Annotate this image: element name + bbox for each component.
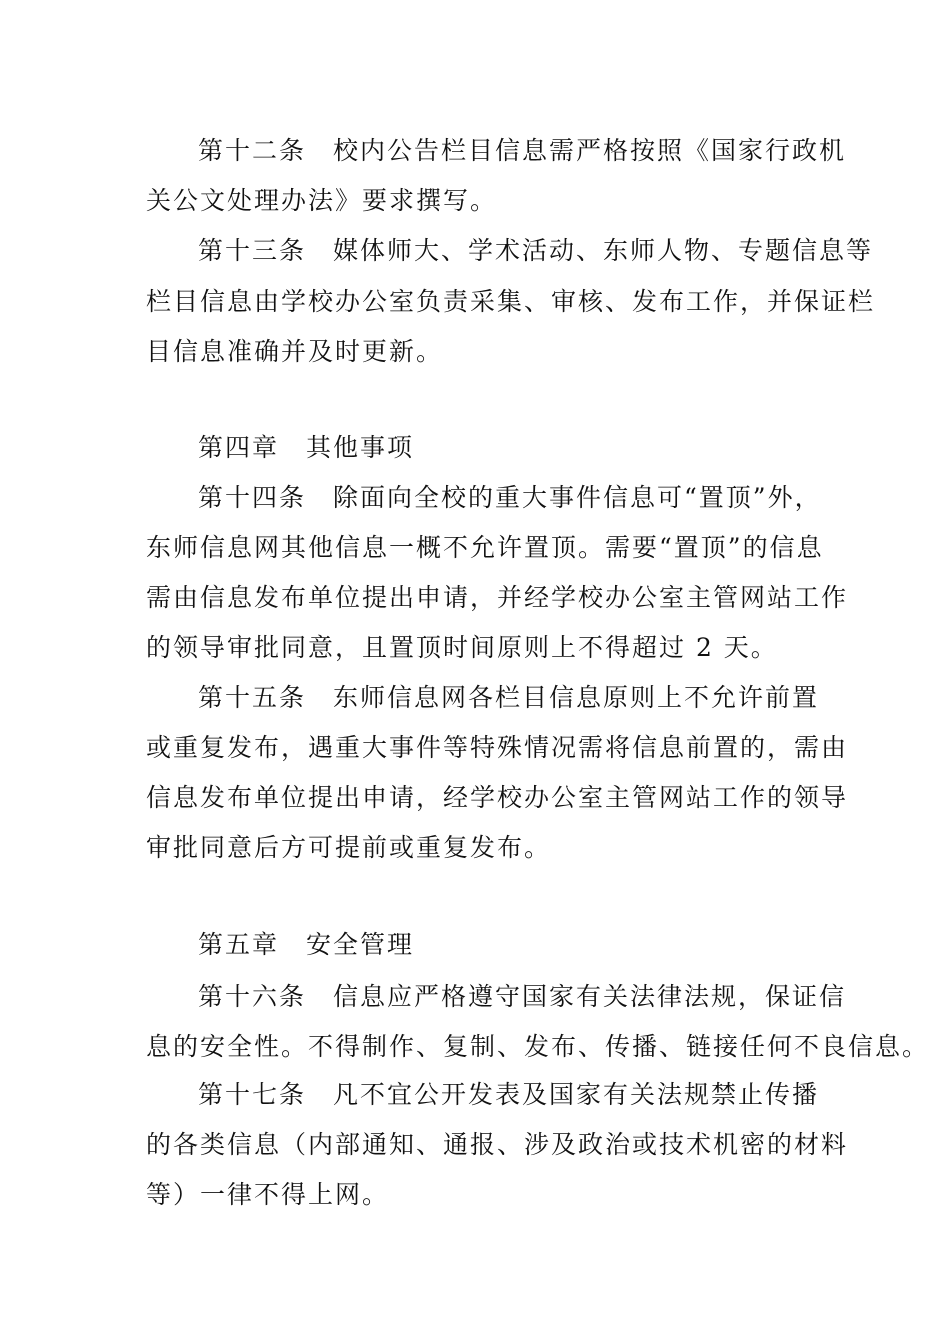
article-14-line-3: 需由信息发布单位提出申请，并经学校办公室主管网站工作 bbox=[146, 583, 849, 612]
article-16-line-2: 息的安全性。不得制作、复制、发布、传播、链接任何不良信息。 bbox=[146, 1032, 930, 1061]
article-15-line-3: 信息发布单位提出申请，经学校办公室主管网站工作的领导 bbox=[146, 783, 849, 812]
article-13-line-3: 目信息准确并及时更新。 bbox=[146, 337, 444, 366]
article-15-line-1: 第十五条 东师信息网各栏目信息原则上不允许前置 bbox=[198, 683, 820, 712]
article-16-line-1: 第十六条 信息应严格遵守国家有关法律法规，保证信 bbox=[198, 982, 847, 1011]
article-13-line-1: 第十三条 媒体师大、学术活动、东师人物、专题信息等 bbox=[198, 236, 874, 265]
article-17-line-3: 等）一律不得上网。 bbox=[146, 1180, 390, 1209]
article-12-line-2: 关公文处理办法》要求撰写。 bbox=[146, 186, 498, 215]
chapter-5-heading: 第五章 安全管理 bbox=[198, 930, 415, 959]
article-15-line-2: 或重复发布，遇重大事件等特殊情况需将信息前置的，需由 bbox=[146, 733, 849, 762]
article-14-line-1: 第十四条 除面向全校的重大事件信息可“置顶”外， bbox=[198, 483, 822, 512]
article-13-line-2: 栏目信息由学校办公室负责采集、审核、发布工作，并保证栏 bbox=[146, 287, 876, 316]
article-14-line-2: 东师信息网其他信息一概不允许置顶。需要“置顶”的信息 bbox=[146, 533, 824, 562]
article-15-line-4: 审批同意后方可提前或重复发布。 bbox=[146, 833, 552, 862]
chapter-4-heading: 第四章 其他事项 bbox=[198, 433, 415, 462]
article-17-line-2: 的各类信息（内部通知、通报、涉及政治或技术机密的材料 bbox=[146, 1130, 849, 1159]
article-14-line-4: 的领导审批同意，且置顶时间原则上不得超过 2 天。 bbox=[146, 633, 778, 662]
article-12-line-1: 第十二条 校内公告栏目信息需严格按照《国家行政机 bbox=[198, 136, 847, 165]
article-17-line-1: 第十七条 凡不宜公开发表及国家有关法规禁止传播 bbox=[198, 1080, 820, 1109]
